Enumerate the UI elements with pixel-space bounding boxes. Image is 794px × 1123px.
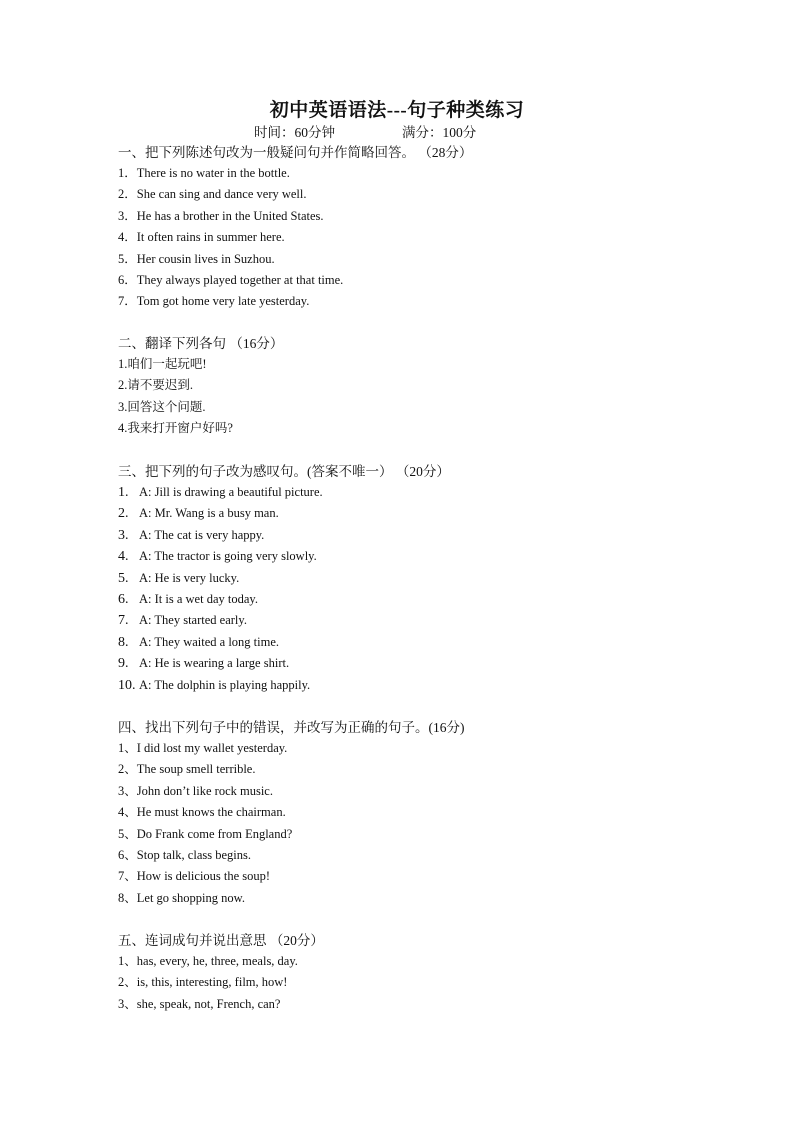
question-text: It often rains in summer here. [136, 230, 285, 245]
question-text: Do Frank come from England? [136, 826, 293, 841]
question-item [118, 206, 718, 227]
question-item [118, 397, 718, 418]
question-text: A: He is very lucky. [139, 570, 240, 585]
question-item [118, 375, 718, 396]
question-item [118, 781, 718, 802]
question-number: 5． [118, 251, 137, 266]
section-heading: 三、把下列的句子改为感叹句。(答案不唯一） （20分） [118, 464, 450, 479]
question-number: 9. [118, 656, 129, 672]
question-item [118, 546, 718, 567]
question-number: 3、 [118, 996, 137, 1011]
question-item [118, 653, 718, 674]
question-text: Stop talk, class begins. [136, 847, 251, 862]
question-text: 咱们一起玩吧! [127, 357, 207, 371]
question-item [118, 675, 718, 696]
question-item [118, 994, 718, 1015]
question-number: 2． [118, 187, 137, 202]
question-text: A: He is wearing a large shirt. [139, 656, 290, 671]
question-text: Let go shopping now. [136, 890, 245, 905]
question-number: 4． [118, 230, 137, 245]
question-text: He has a brother in the United States. [136, 208, 324, 223]
question-text: There is no water in the bottle. [136, 166, 290, 180]
question-item [118, 972, 718, 993]
question-text: John don’t like rock music. [136, 783, 273, 798]
question-number: 7． [118, 294, 137, 309]
question-text: A: Jill is drawing a beautiful picture. [139, 485, 323, 499]
question-number: 1. [118, 485, 129, 500]
question-text: 回答这个问题. [127, 399, 206, 414]
question-text: A: They started early. [139, 613, 247, 628]
question-number: 8. [118, 634, 129, 650]
question-number: 7、 [118, 869, 137, 884]
question-item [118, 802, 718, 823]
question-item [118, 525, 718, 546]
question-text: is, this, interesting, film, how! [136, 975, 288, 990]
question-text: has, every, he, three, meals, day. [136, 954, 298, 968]
question-item [118, 759, 718, 780]
section-4 [118, 717, 718, 909]
time-limit: 时间：60分钟 [254, 125, 335, 140]
question-text: I did lost my wallet yesterday. [136, 741, 288, 755]
question-number: 1. [118, 357, 128, 371]
question-item [118, 632, 718, 653]
question-item [118, 866, 718, 887]
section-heading: 四、找出下列句子中的错误，并改写为正确的句子。(16分) [118, 720, 465, 735]
question-number: 2. [118, 506, 129, 522]
page-title: 初中英语语法---句子种类练习 [269, 100, 525, 121]
question-item [118, 951, 718, 972]
question-number: 6. [118, 591, 129, 607]
exam-meta [254, 121, 477, 141]
section-heading: 一、把下列陈述句改为一般疑问句并作简略回答。 （28分） [118, 145, 473, 160]
question-text: She can sing and dance very well. [136, 187, 307, 202]
question-text: Tom got home very late yesterday. [136, 294, 310, 309]
question-text: How is delicious the soup! [136, 869, 271, 884]
question-number: 6． [118, 272, 137, 287]
question-number: 3、 [118, 783, 137, 798]
question-item [118, 482, 718, 503]
question-text: They always played together at that time. [136, 272, 344, 287]
question-number: 4. [118, 421, 128, 436]
question-item [118, 845, 718, 866]
question-text: He must knows the chairman. [136, 805, 286, 820]
question-text: 我来打开窗户好吗? [127, 421, 233, 436]
section-3 [118, 461, 718, 696]
question-item [118, 738, 718, 759]
question-number: 3． [118, 208, 137, 223]
section-1 [118, 142, 718, 313]
section-heading: 五、连词成句并说出意思 （20分） [118, 933, 324, 948]
question-number: 5. [118, 570, 129, 586]
question-text: A: They waited a long time. [139, 634, 280, 649]
question-number: 10. [118, 677, 136, 693]
question-number: 6、 [118, 847, 137, 862]
question-text: A: The dolphin is playing happily. [139, 677, 311, 692]
question-item [118, 227, 718, 248]
question-number: 2、 [118, 975, 137, 990]
question-number: 3. [118, 399, 128, 414]
question-item [118, 163, 718, 184]
question-text: The soup smell terrible. [136, 762, 256, 777]
question-text: 请不要迟到. [127, 378, 194, 393]
question-number: 1、 [118, 741, 137, 755]
question-text: A: The cat is very happy. [139, 527, 265, 542]
question-number: 1、 [118, 954, 137, 968]
question-item [118, 610, 718, 631]
question-number: 5、 [118, 826, 137, 841]
question-number: 8、 [118, 890, 137, 905]
question-number: 4. [118, 549, 129, 565]
question-item [118, 418, 718, 439]
question-text: A: It is a wet day today. [139, 591, 258, 606]
question-item [118, 354, 718, 375]
section-heading: 二、翻译下列各句 （16分） [118, 336, 284, 351]
question-text: A: The tractor is going very slowly. [139, 549, 317, 564]
question-number: 2. [118, 378, 128, 393]
question-item [118, 270, 718, 291]
question-number: 2、 [118, 762, 137, 777]
full-score: 满分：100分 [402, 125, 477, 140]
question-number: 4、 [118, 805, 137, 820]
question-item [118, 291, 718, 312]
section-5 [118, 930, 718, 1015]
section-2 [118, 333, 718, 440]
question-item [118, 184, 718, 205]
question-text: she, speak, not, French, can? [136, 996, 281, 1011]
question-item [118, 249, 718, 270]
question-text: A: Mr. Wang is a busy man. [139, 506, 279, 521]
question-text: Her cousin lives in Suzhou. [136, 251, 275, 266]
question-item [118, 503, 718, 524]
question-item [118, 568, 718, 589]
question-item [118, 589, 718, 610]
question-number: 3. [118, 527, 129, 543]
question-item [118, 824, 718, 845]
question-item [118, 888, 718, 909]
question-number: 1． [118, 166, 137, 180]
question-number: 7. [118, 613, 129, 629]
